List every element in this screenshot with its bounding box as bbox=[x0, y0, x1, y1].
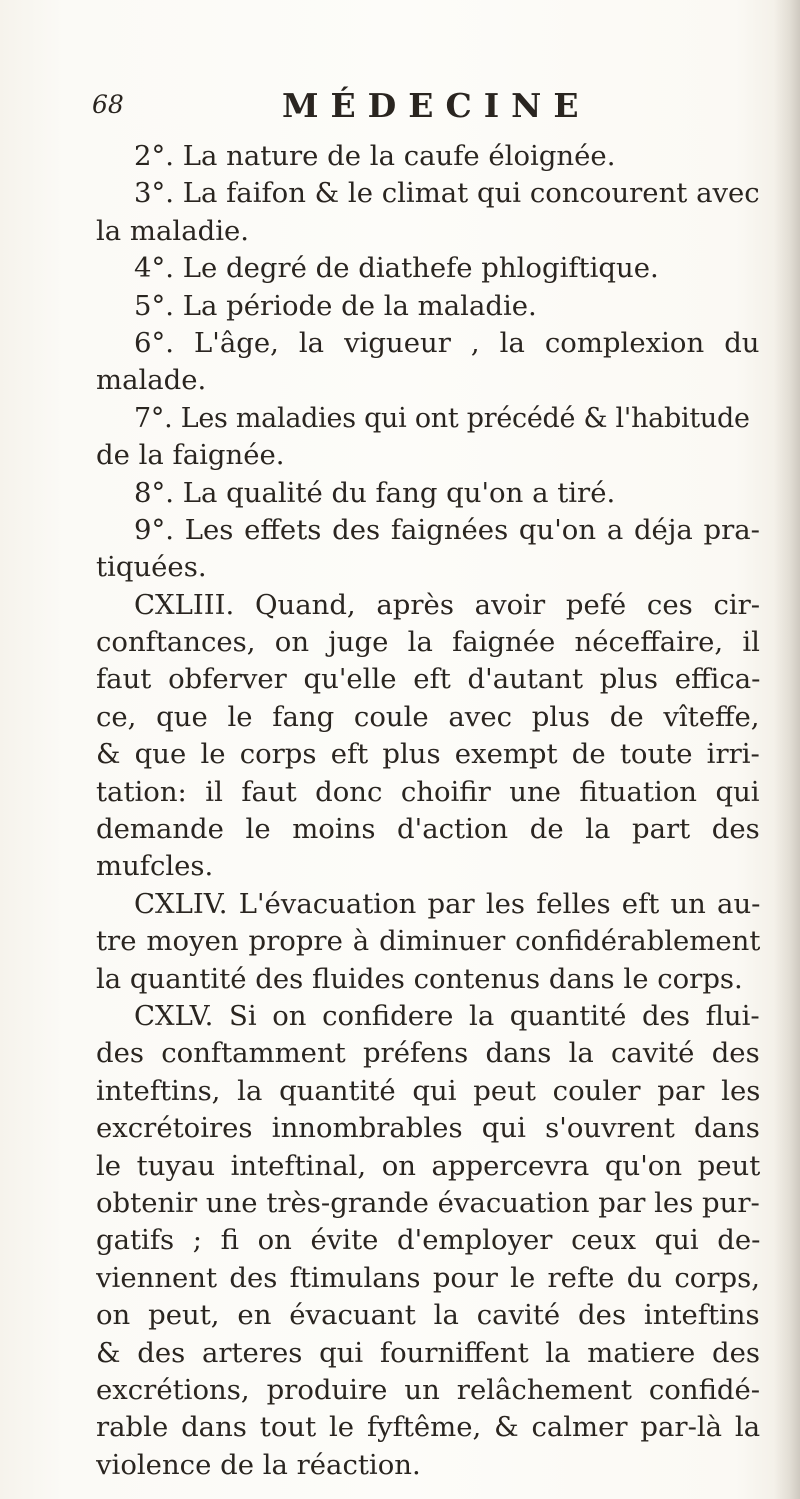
text-line: la maladie. bbox=[96, 214, 250, 247]
text-line: 5°. La période de la maladie. bbox=[134, 289, 537, 322]
text-line: viennent des ftimulans pour le refte du corps, bbox=[96, 1261, 760, 1294]
text-line: rable dans tout le fyftême, & calmer par-là la bbox=[96, 1411, 760, 1444]
text-line: 8°. La qualité du fang qu'on a tiré. bbox=[134, 476, 616, 509]
text-line: excrétoires innombrables qui s'ouvrent dans bbox=[96, 1112, 760, 1145]
body-text bbox=[96, 138, 760, 1484]
text-line: ce, que le fang coule avec plus de vîteffe, bbox=[96, 700, 760, 733]
text-line: gatifs ; fi on évite d'employer ceux qui de- bbox=[96, 1224, 760, 1257]
text-line: conftances, on juge la faignée néceffaire, il bbox=[96, 626, 760, 659]
text-line: des conftamment préfens dans la cavité des bbox=[96, 1037, 760, 1070]
text-line: la quantité des fluides contenus dans le corps. bbox=[96, 962, 743, 995]
page-header bbox=[92, 86, 752, 130]
text-line: CXLIV. L'évacuation par les felles eft un au- bbox=[134, 887, 760, 920]
text-line: tation: il faut donc choifir une fituation qui bbox=[96, 775, 760, 808]
text-line: on peut, en évacuant la cavité des inteftins bbox=[96, 1299, 760, 1332]
page-edge-shadow bbox=[774, 0, 800, 1499]
text-line: 2°. La nature de la caufe éloignée. bbox=[134, 140, 616, 172]
text-line: tiquées. bbox=[96, 551, 207, 584]
text-line: 7°. Les maladies qui ont précédé & l'habitude bbox=[134, 402, 750, 434]
text-line: mufcles. bbox=[96, 850, 214, 883]
text-line: & que le corps eft plus exempt de toute irri- bbox=[96, 738, 760, 771]
text-line: 4°. Le degré de diathefe phlogiftique. bbox=[134, 252, 659, 285]
text-line: obtenir une très-grande évacuation par les pur- bbox=[96, 1186, 760, 1219]
text-line: violence de la réaction. bbox=[96, 1448, 421, 1481]
text-line: 6°. L'âge, la vigueur , la complexion du bbox=[134, 326, 760, 359]
text-line: de la faignée. bbox=[96, 439, 285, 472]
text-line: tre moyen propre à diminuer confidérablement bbox=[96, 925, 760, 958]
text-line: le tuyau inteftinal, on appercevra qu'on peut bbox=[96, 1149, 760, 1182]
text-line: demande le moins d'action de la part des bbox=[96, 813, 760, 846]
text-line: CXLIII. Quand, après avoir pefé ces cir- bbox=[134, 588, 760, 621]
text-line: faut obferver qu'elle eft d'autant plus effica- bbox=[96, 663, 760, 696]
text-line: CXLV. Si on confidere la quantité des flui- bbox=[134, 999, 760, 1032]
text-line: malade. bbox=[96, 364, 207, 397]
text-line: inteftins, la quantité qui peut couler par les bbox=[96, 1074, 760, 1107]
page-number: 68 bbox=[92, 90, 124, 119]
text-line: & des arteres qui fourniffent la matiere des bbox=[96, 1336, 760, 1369]
text-line: 9°. Les effets des faignées qu'on a déja pra- bbox=[134, 513, 760, 546]
text-line: excrétions, produire un relâchement confidé- bbox=[96, 1373, 760, 1406]
running-title: MÉDECINE bbox=[282, 86, 591, 125]
text-line: 3°. La faifon & le climat qui concourent avec bbox=[134, 177, 760, 210]
